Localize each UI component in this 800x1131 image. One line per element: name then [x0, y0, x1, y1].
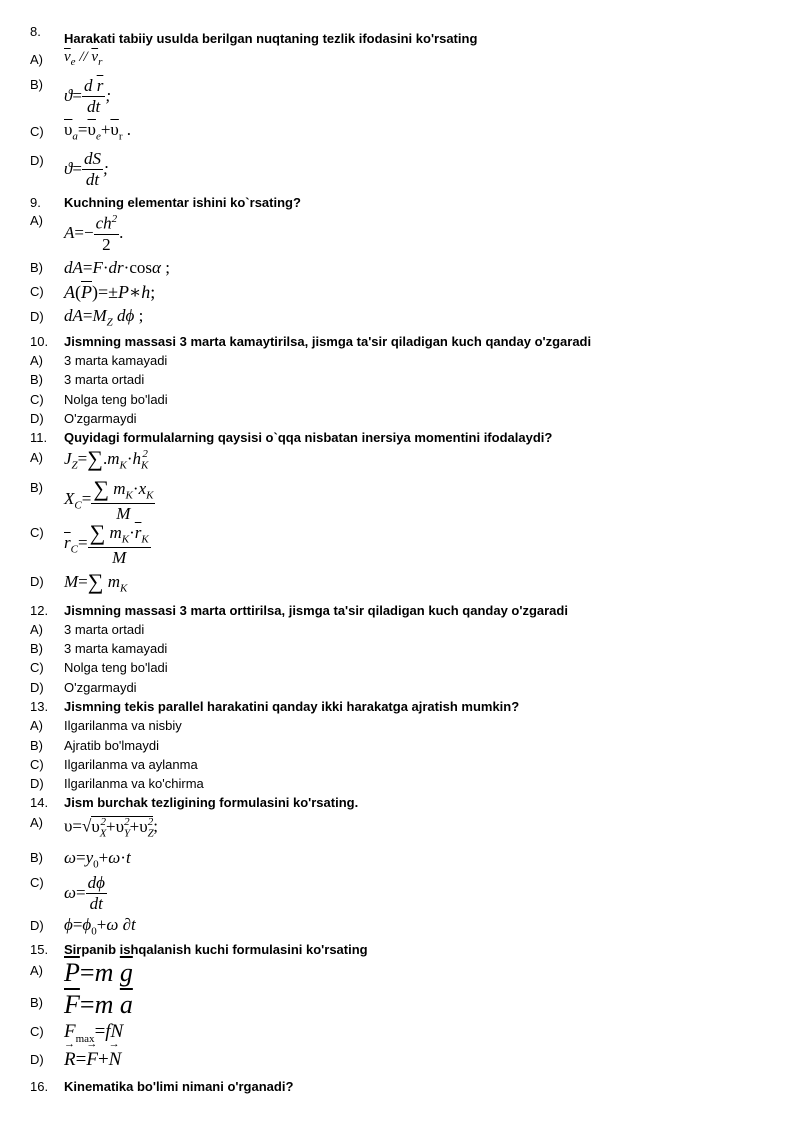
option-label: D): [30, 309, 44, 324]
option-text: 3 marta kamayadi: [64, 641, 168, 656]
question-text: Kuchning elementar ishini ko`rsating?: [64, 195, 301, 210]
option-label: B): [30, 372, 43, 387]
question-number: 12.: [30, 603, 49, 618]
formula-14a: $\upsilon=√\upsilon_X^2+\upsilon_Y^2+\upsilon_Z^2$;: [64, 816, 159, 840]
formula-15a: $\overline{P}=m$ $\overline{g}$: [64, 958, 133, 987]
option-text: 3 marta ortadi: [64, 372, 145, 387]
option-text: Ilgarilanma va nisbiy: [64, 718, 182, 733]
formula-8c: $\overline{\upsilon}_a=\overline{\upsilon}_e+\overline{\upsilon}_r$ .: [64, 120, 132, 143]
option-label: C): [30, 875, 44, 890]
option-label: D): [30, 153, 44, 168]
option-label: A): [30, 450, 43, 465]
option-label: A): [30, 353, 43, 368]
question-text: Kinematika bo'limi nimani o'rganadi?: [64, 1079, 294, 1094]
option-label: D): [30, 918, 44, 933]
option-label: B): [30, 995, 43, 1010]
formula-8d: ϑ= $\frac{dS}{dt}$ ;: [64, 149, 109, 190]
formula-9c: $A(\overline{P})=\pm P∗h$;: [64, 282, 156, 302]
option-text: Nolga teng bo'ladi: [64, 392, 168, 407]
option-label: B): [30, 480, 43, 495]
question-number: 15.: [30, 942, 49, 957]
option-label: A): [30, 718, 43, 733]
option-label: A): [30, 622, 43, 637]
option-label: B): [30, 738, 43, 753]
question-text: Jismning massasi 3 marta kamaytirilsa, jismga ta'sir qiladigan kuch qanday o'zgaradi: [64, 334, 592, 349]
option-label: A): [30, 213, 43, 228]
option-label: A): [30, 963, 43, 978]
formula-15c: $F_{max}=fN$: [64, 1021, 124, 1045]
option-label: C): [30, 757, 44, 772]
option-label: D): [30, 680, 44, 695]
option-text: Ilgarilanma va aylanma: [64, 757, 198, 772]
option-label: A): [30, 815, 43, 830]
question-number: 16.: [30, 1079, 49, 1094]
formula-9a: A=− $\frac{ch^2}{2}$ .: [64, 213, 124, 255]
option-text: Nolga teng bo'ladi: [64, 660, 168, 675]
option-label: C): [30, 284, 44, 299]
formula-11b: $X_C=$ $\frac{\sum m_K\cdot x_K}{M}$: [64, 476, 154, 523]
formula-11d: M=∑ $m_K$: [64, 569, 128, 595]
option-label: C): [30, 1024, 44, 1039]
option-label: C): [30, 525, 44, 540]
option-label: A): [30, 52, 43, 67]
question-text: Jism burchak tezligining formulasini ko'rsating.: [64, 795, 359, 810]
option-text: O'zgarmaydi: [64, 411, 137, 426]
option-label: B): [30, 641, 43, 656]
question-number: 13.: [30, 699, 49, 714]
option-label: C): [30, 660, 44, 675]
option-label: B): [30, 77, 43, 92]
formula-14c: ω= $\frac{d\phi}{dt}$: [64, 873, 105, 914]
question-text: Jismning massasi 3 marta orttirilsa, jismga ta'sir qiladigan kuch qanday o'zgaradi: [64, 603, 568, 618]
question-number: 11.: [30, 430, 48, 445]
formula-11a: $J_Z=\sum.m_K\cdot h_K^2$: [64, 446, 149, 472]
option-label: B): [30, 260, 43, 275]
option-label: C): [30, 392, 44, 407]
option-label: B): [30, 850, 43, 865]
formula-14d: $\phi=\phi_0+\omega$ ∂t: [64, 915, 136, 938]
question-number: 14.: [30, 795, 49, 810]
option-label: C): [30, 124, 44, 139]
option-label: D): [30, 776, 44, 791]
question-text: Jismning tekis parallel harakatini qanday ikki harakatga ajratish mumkin?: [64, 699, 520, 714]
option-text: Ajratib bo'lmaydi: [64, 738, 159, 753]
option-text: Ilgarilanma va ko'chirma: [64, 776, 204, 791]
question-number: 9.: [30, 195, 41, 210]
question-number: 10.: [30, 334, 49, 349]
option-text: 3 marta kamayadi: [64, 353, 168, 368]
formula-11c: $\overline{r}_C=$ $\frac{\sum m_K\cdot\overline{r}_K}{M}$: [64, 520, 149, 567]
formula-15b: $\overline{F}=m$ $\overline{a}$: [64, 990, 133, 1019]
question-text: Sirpanib ishqalanish kuchi formulasini ko'rsating: [64, 942, 368, 957]
option-label: D): [30, 574, 44, 589]
formula-8a: $\overline{v}_e // \overline{v}_r$: [64, 49, 103, 68]
formula-15d: → R=→ F+→ N: [64, 1050, 121, 1069]
formula-9d: $dA=M_Z$ dϕ ;: [64, 306, 144, 329]
question-number: 8.: [30, 24, 41, 39]
option-label: D): [30, 1052, 44, 1067]
option-label: D): [30, 411, 44, 426]
formula-8b: ϑ= $\frac{d \overline{r}}{dt}$ ;: [64, 76, 111, 117]
question-text: Harakati tabiiy usulda berilgan nuqtaning tezlik ifodasini ko'rsating: [64, 31, 478, 46]
option-text: 3 marta ortadi: [64, 622, 145, 637]
formula-9b: dA=F·dr·cosα ;: [64, 258, 170, 277]
question-text: Quyidagi formulalarning qaysisi o`qqa nisbatan inersiya momentini ifodalaydi?: [64, 430, 553, 445]
option-text: O'zgarmaydi: [64, 680, 137, 695]
formula-14b: $\omega=y_0+\omega\cdot t$: [64, 848, 131, 871]
